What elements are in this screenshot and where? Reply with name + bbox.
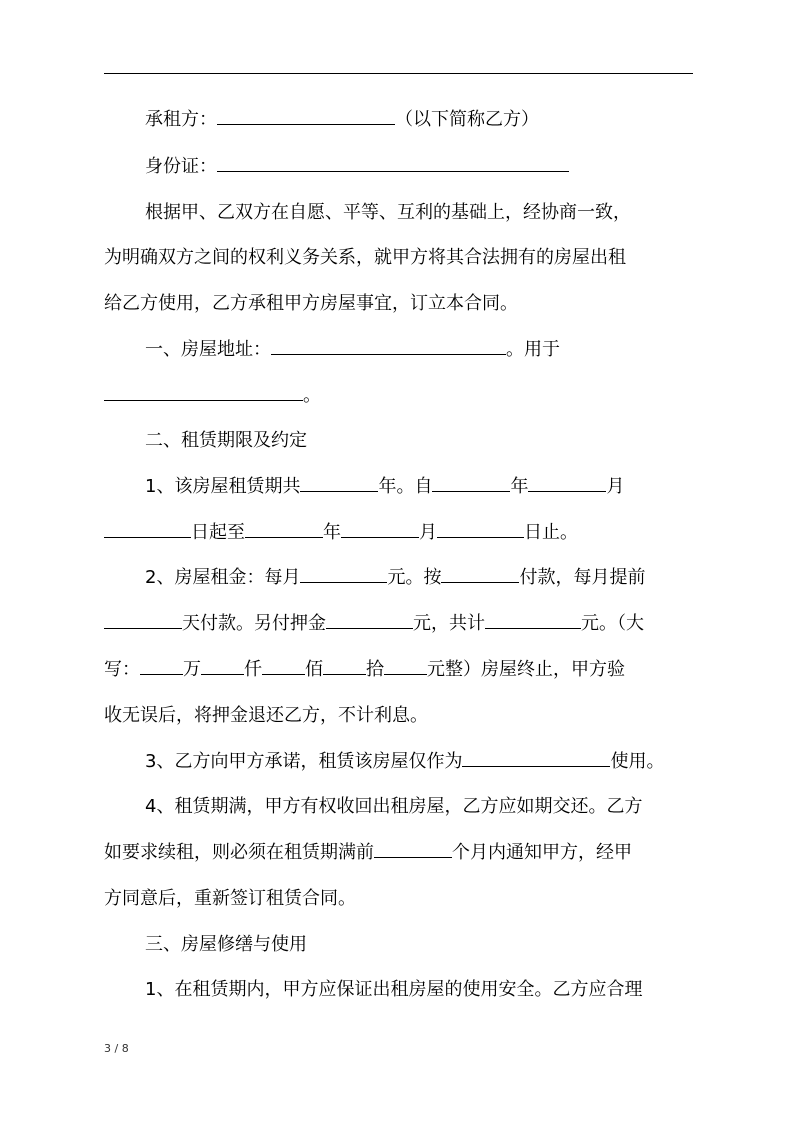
usage-blank[interactable]: [104, 384, 303, 401]
text-span: 3、乙方向甲方承诺，租赁该房屋仅作为: [145, 751, 463, 772]
paragraph-line: 为明确双方之间的权利义务关系，就甲方将其合法拥有的房屋出租: [104, 247, 626, 268]
end-year-blank[interactable]: [245, 521, 323, 538]
text-span: 1、该房屋租赁期共: [145, 476, 301, 497]
text-span: 拾: [366, 659, 384, 680]
paragraph-line: 收无误后，将押金退还乙方，不计利息。: [104, 705, 428, 726]
renewal-line: [104, 841, 704, 865]
id-card-line: [104, 155, 745, 179]
text-span: 仟: [244, 659, 262, 680]
usage-promise-line: [104, 750, 745, 774]
yuan-blank[interactable]: [384, 658, 427, 675]
text-span: 元，共计: [413, 613, 485, 634]
page-number: 3 / 8: [104, 1042, 129, 1055]
text-span: 2、房屋租金：每月: [145, 567, 301, 588]
paragraph-line: 方同意后，重新签订租赁合同。: [104, 888, 356, 909]
rent-line: [104, 658, 704, 682]
rent-line: [104, 566, 745, 590]
qian-blank[interactable]: [201, 658, 244, 675]
id-card-blank[interactable]: [217, 155, 569, 172]
text-span: 个月内通知甲方，经甲: [452, 842, 632, 863]
text-span: 万: [183, 659, 201, 680]
text-span: 月: [419, 522, 437, 543]
text-span: 如要求续租，则必须在租赁期满前: [104, 842, 374, 863]
section-heading: 三、房屋修缮与使用: [145, 934, 307, 955]
start-day-blank[interactable]: [104, 521, 191, 538]
paragraph-line: 1、在租赁期内，甲方应保证出租房屋的使用安全。乙方应合理: [145, 979, 643, 1000]
section-heading: 二、租赁期限及约定: [145, 430, 307, 451]
text-span: 年: [510, 476, 529, 497]
monthly-rent-blank[interactable]: [300, 566, 387, 583]
shi-blank[interactable]: [323, 658, 366, 675]
term-line: [104, 521, 704, 545]
address-label: 一、房屋地址：: [145, 339, 271, 360]
start-year-blank[interactable]: [432, 475, 510, 492]
term-line: [104, 475, 745, 499]
text-span: 日起至: [191, 522, 245, 543]
paragraph-line: 4、租赁期满，甲方有权收回出租房屋，乙方应如期交还。乙方: [145, 796, 643, 817]
paragraph-line: 根据甲、乙双方在自愿、平等、互利的基础上，经协商一致，: [145, 202, 631, 223]
period-mark: 。: [303, 385, 321, 406]
advance-days-blank[interactable]: [104, 612, 182, 629]
address-line: [104, 338, 745, 362]
tenant-blank[interactable]: [217, 108, 395, 125]
term-years-blank[interactable]: [300, 475, 378, 492]
usage-purpose-blank[interactable]: [462, 750, 610, 767]
address-blank[interactable]: [271, 338, 506, 355]
notice-months-blank[interactable]: [374, 841, 452, 858]
text-span: 月: [606, 476, 625, 497]
start-month-blank[interactable]: [528, 475, 606, 492]
header-rule: [104, 73, 693, 74]
text-span: 使用。: [610, 751, 665, 772]
text-span: 天付款。另付押金: [182, 613, 326, 634]
text-span: 元。按: [387, 567, 442, 588]
text-span: 年: [323, 522, 341, 543]
text-span: 日止。: [524, 522, 578, 543]
usage-line: [104, 384, 704, 408]
wan-blank[interactable]: [140, 658, 183, 675]
id-card-label: 身份证：: [145, 156, 217, 177]
payment-cycle-blank[interactable]: [441, 566, 519, 583]
end-month-blank[interactable]: [341, 521, 419, 538]
rent-line: [104, 612, 704, 636]
bai-blank[interactable]: [262, 658, 305, 675]
total-blank[interactable]: [485, 612, 581, 629]
tenant-suffix: （以下简称乙方）: [395, 109, 539, 130]
text-span: 付款，每月提前: [519, 567, 646, 588]
usage-label: 。用于: [506, 339, 560, 360]
tenant-label: 承租方：: [145, 109, 217, 130]
end-day-blank[interactable]: [437, 521, 524, 538]
text-span: 元整）房屋终止，甲方验: [427, 659, 625, 680]
text-span: 佰: [305, 659, 323, 680]
tenant-line: [104, 108, 745, 132]
deposit-blank[interactable]: [326, 612, 413, 629]
text-span: 写：: [104, 659, 140, 680]
paragraph-line: 给乙方使用，乙方承租甲方房屋事宜，订立本合同。: [104, 293, 518, 314]
text-span: 年。自: [378, 476, 433, 497]
text-span: 元。（大: [581, 613, 644, 634]
